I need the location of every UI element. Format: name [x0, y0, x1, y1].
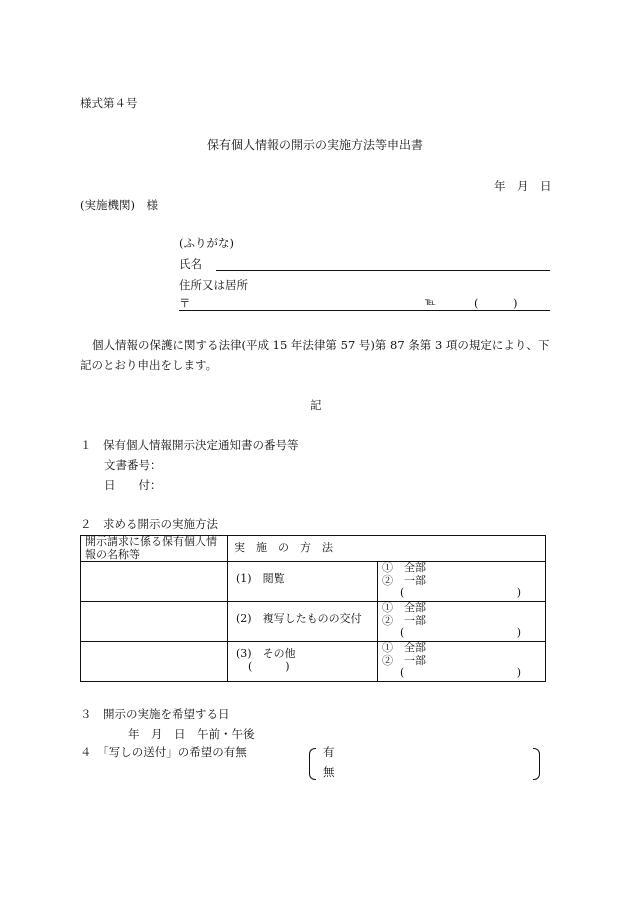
table-row — [81, 602, 546, 642]
info-name-cell-3[interactable] — [81, 642, 228, 682]
postal-mark: 〒 — [179, 296, 191, 310]
notice-date-label: 日 付： — [104, 478, 162, 492]
name-field-line[interactable] — [216, 270, 550, 271]
ki-heading: 記 — [310, 398, 322, 412]
body-text-line2: 記のとおり申出をします。 — [80, 358, 218, 372]
option-all-2: ① 全部 — [382, 601, 426, 614]
option-all-1: ① 全部 — [382, 561, 426, 574]
info-name-cell-2[interactable] — [81, 602, 228, 642]
table-row — [81, 642, 546, 682]
right-bracket-icon — [533, 748, 540, 780]
option-all-3: ① 全部 — [382, 641, 426, 654]
option-cell-1[interactable] — [378, 562, 546, 602]
tel-paren: ( ) — [474, 296, 518, 310]
option-yes[interactable]: 有 — [323, 745, 335, 759]
addressee: (実施機関) 様 — [80, 198, 158, 212]
method-label-2: (2) 複写したものの交付 — [236, 612, 362, 625]
paren-close-1: ) — [516, 586, 521, 599]
desired-date-line: 年 月 日 午前・午後 — [128, 727, 255, 741]
body-text-line1: 個人情報の保護に関する法律(平成 15 年法律第 57 号)第 87 条第 3 項の規定により、下 — [92, 338, 550, 352]
table-row — [81, 562, 546, 602]
page-title: 保有個人情報の開示の実施方法等申出書 — [207, 138, 424, 152]
section3-heading: ３ 開示の実施を希望する日 — [80, 707, 230, 721]
form-number: 様式第４号 — [80, 96, 138, 110]
paren-close-3: ) — [516, 666, 521, 679]
section2-heading: ２ 求める開示の実施方法 — [80, 517, 218, 531]
method-label-1: (1) 閲覧 — [236, 572, 285, 585]
paren-open-2: ( — [400, 626, 405, 639]
method-other-paren: ( ) — [248, 659, 290, 673]
info-name-cell-1[interactable] — [81, 562, 228, 602]
option-part-1: ② 一部 — [382, 573, 426, 587]
option-part-2: ② 一部 — [382, 613, 426, 627]
paren-open-1: ( — [400, 586, 405, 599]
col-header-info-name: 開示請求に係る保有個人情報の名称等 — [81, 536, 228, 562]
address-label: 住所又は居所 — [179, 278, 248, 292]
tel-label: ℡ — [425, 297, 436, 308]
table-header-row — [81, 536, 546, 562]
address-field-line[interactable] — [179, 310, 550, 311]
doc-number-label: 文書番号： — [104, 458, 162, 472]
method-table — [80, 535, 546, 682]
col-header-method: 実 施 の 方 法 — [228, 536, 546, 562]
option-cell-3[interactable] — [378, 642, 546, 682]
name-label: 氏名 — [179, 257, 202, 271]
option-cell-2[interactable] — [378, 602, 546, 642]
method-label-3: (3) その他 — [236, 647, 296, 660]
date-line: 年 月 日 — [494, 179, 552, 193]
paren-open-3: ( — [400, 666, 405, 679]
option-part-3: ② 一部 — [382, 653, 426, 667]
section1-heading: １ 保有個人情報開示決定通知書の番号等 — [80, 438, 299, 452]
option-no[interactable]: 無 — [323, 765, 335, 779]
left-bracket-icon — [309, 748, 316, 780]
furigana-label: (ふりがな) — [179, 236, 234, 250]
section4-heading: ４ 「写しの送付」の希望の有無 — [80, 745, 247, 759]
paren-close-2: ) — [516, 626, 521, 639]
